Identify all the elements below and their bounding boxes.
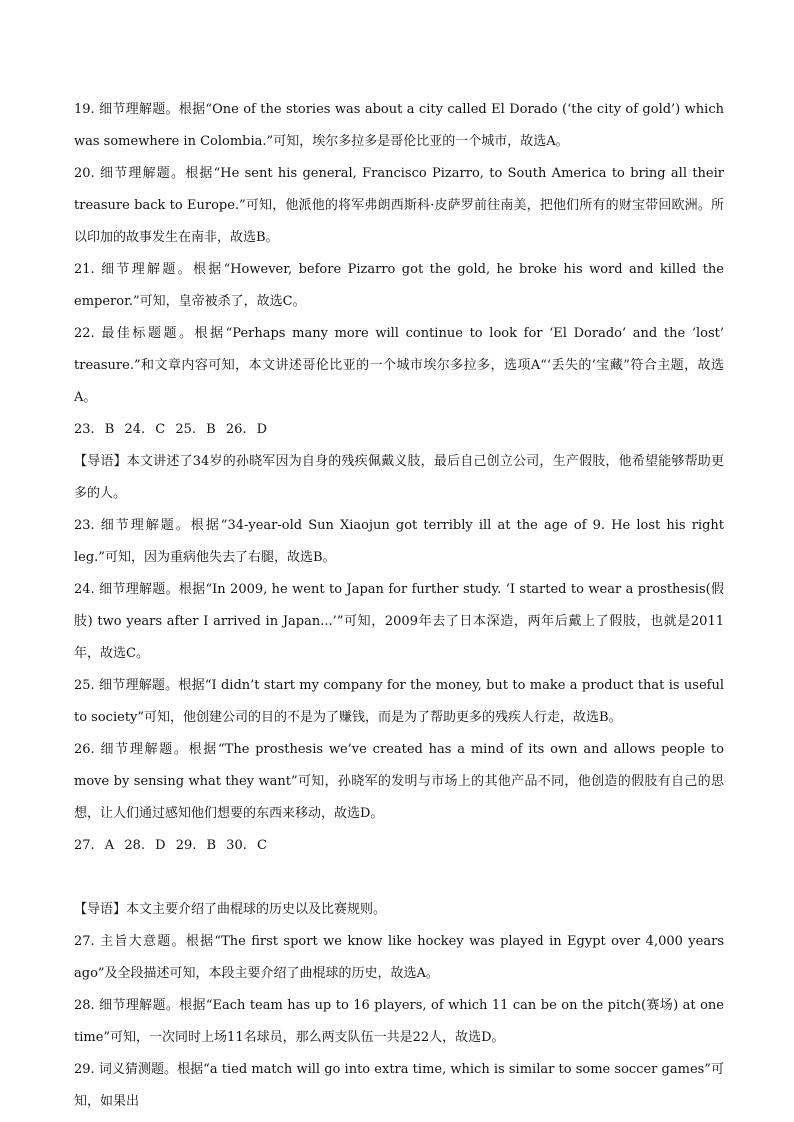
guide-passage-3: 【导语】本文主要介绍了曲棍球的历史以及比赛规则。 [74,902,387,917]
explanation-29: 29. 词义猜测题。根据“a tied match will go into extra time, which is similar to some soccer games”可知，如果出 [74,1062,724,1109]
explanation-25: 25. 细节理解题。根据“I didn’t start my company for the money, but to make a product that is useful to society”可知，他创建公司的目的不是为了赚钱，而是为了帮助更多的残疾人行走，故选B。 [74,678,724,725]
answer-key-27-30: 27. A 28. D 29. B 30. C [74,838,267,853]
explanation-24: 24. 细节理解题。根据“In 2009, he went to Japan for further study. ‘I started to wear a prosthesis(假肢) two years after I arrived in Japan...’”可知，2009年去了日本深造，两年后戴上了假肢，也就是2011年，故选C。 [74,582,724,661]
explanation-28: 28. 细节理解题。根据“Each team has up to 16 players, of which 11 can be on the pitch(赛场) at one time”可知，一次同时上场11名球员，那么两支队伍一共是22人，故选D。 [74,998,724,1045]
explanation-26: 26. 细节理解题。根据“The prosthesis we’ve created has a mind of its own and allows people to move by sensing what they want”可知，孙晓军的发明与市场上的其他产品不同，他创造的假肢有自己的思想，让人们通过感知他们想要的东西来移动，故选D。 [74,742,724,821]
answer-key-23-26: 23. B 24. C 25. B 26. D [74,422,268,437]
explanation-21: 21. 细节理解题。根据“However, before Pizarro got the gold, he broke his word and killed the emperor.”可知，皇帝被杀了，故选C。 [74,262,724,309]
guide-passage-2: 【导语】本文讲述了34岁的孙晓军因为自身的残疾佩戴义肢，最后自己创立公司，生产假肢，他希望能够帮助更多的人。 [74,454,724,501]
explanation-23: 23. 细节理解题。根据“34-year-old Sun Xiaojun got terribly ill at the age of 9. He lost his right leg.”可知，因为重病他失去了右腿，故选B。 [74,518,724,565]
blank-line [74,862,724,894]
answer-explanations [74,94,724,1118]
explanation-22: 22. 最佳标题题。根据“Perhaps many more will continue to look for ‘El Dorado’ and the ‘lost’ treasure.”和文章内容可知，本文讲述哥伦比亚的一个城市埃尔多拉多，选项A“‘丢失的’宝藏”符合主题，故选A。 [74,326,724,405]
explanation-19: 19. 细节理解题。根据“One of the stories was about a city called El Dorado (‘the city of gold’) which was somewhere in Colombia.”可知，埃尔多拉多是哥伦比亚的一个城市，故选A。 [74,102,724,149]
explanation-27: 27. 主旨大意题。根据“The first sport we know like hockey was played in Egypt over 4,000 years ago”及全段描述可知，本段主要介绍了曲棍球的历史，故选A。 [74,934,724,981]
explanation-20: 20. 细节理解题。根据“He sent his general, Francisco Pizarro, to South America to bring all their treasure back to Europe.”可知，他派他的将军弗朗西斯科·皮萨罗前往南美，把他们所有的财宝带回欧洲。所以印加的故事发生在南非，故选B。 [74,166,724,245]
